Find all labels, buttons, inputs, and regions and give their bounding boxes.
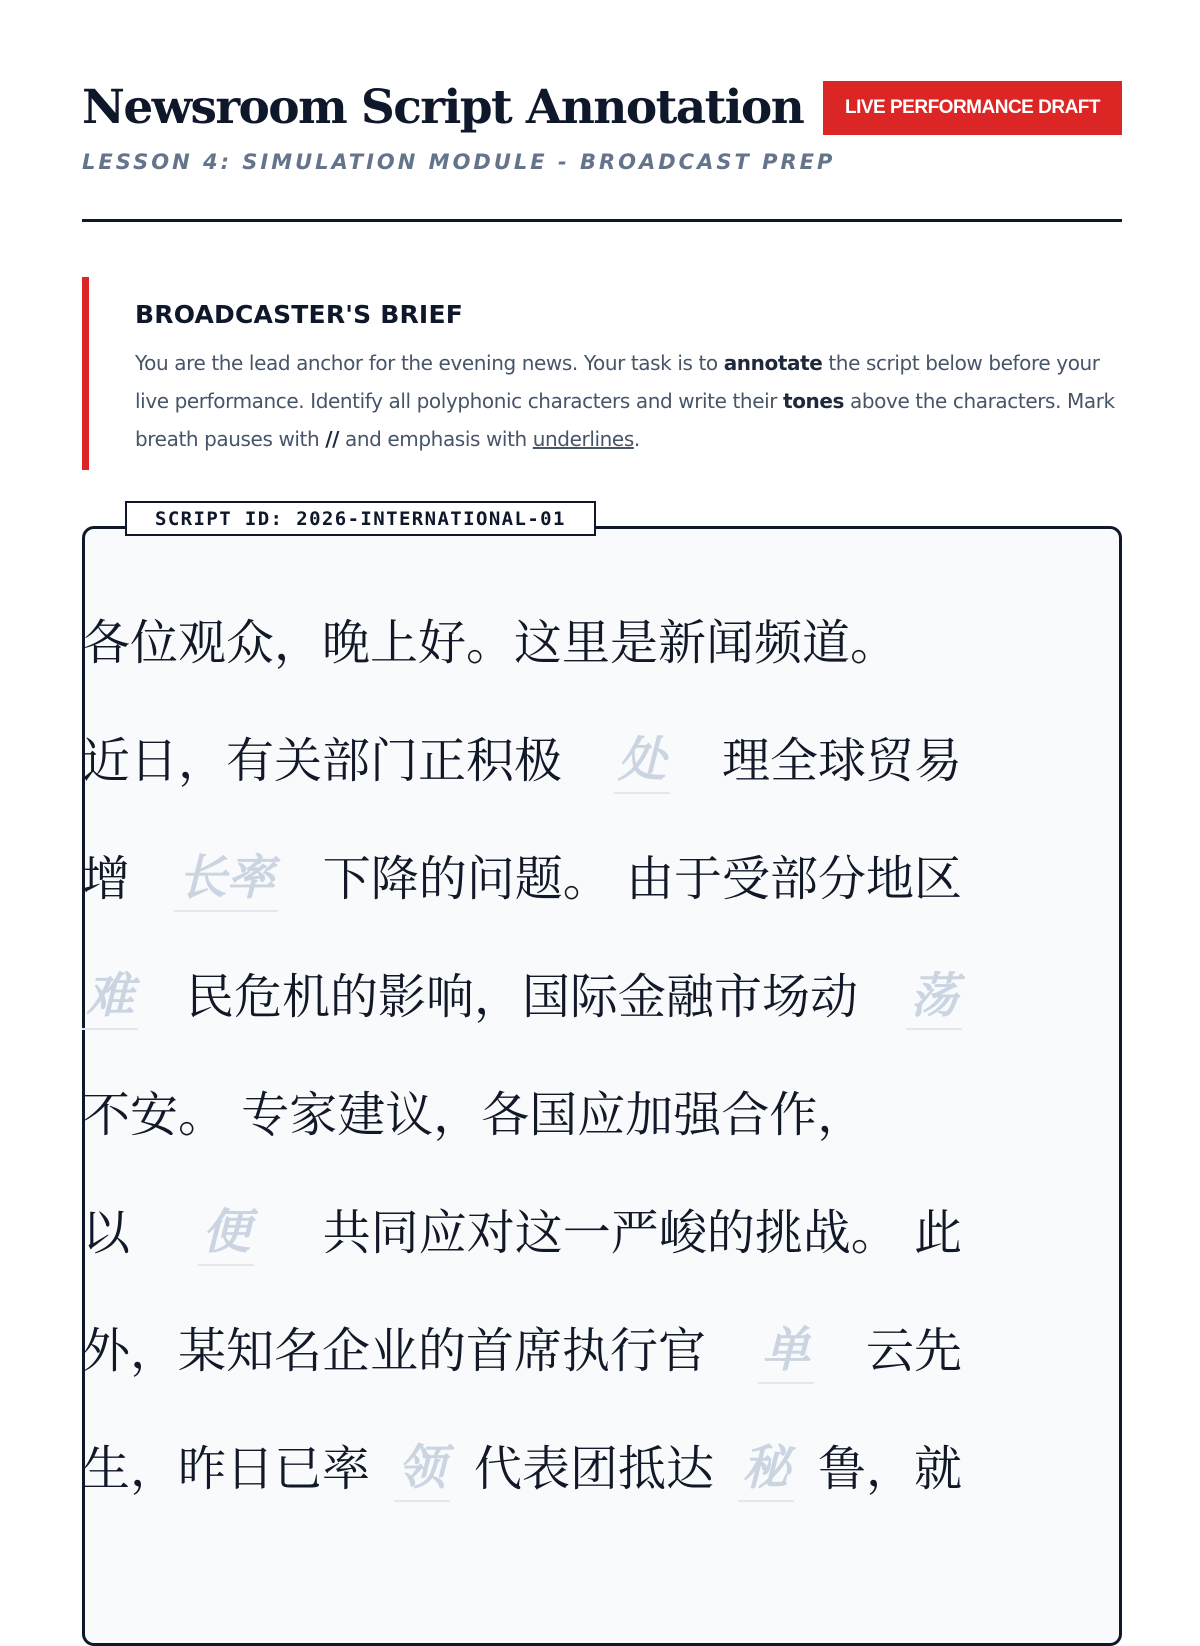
script-text: 下降的问题。 由于受部分地区 xyxy=(322,851,962,907)
brief-emphasis-tones: tones xyxy=(783,389,845,413)
script-line-8 xyxy=(82,1434,962,1504)
script-line-4 xyxy=(82,962,962,1032)
annotation-blank[interactable]: 单 xyxy=(758,1318,814,1384)
brief-panel xyxy=(82,277,1122,470)
script-line-7 xyxy=(82,1316,962,1386)
annotation-blank[interactable]: 处 xyxy=(614,728,670,794)
brief-emphasis-pause-mark: // xyxy=(325,427,340,451)
brief-title: BROADCASTER'S BRIEF xyxy=(135,300,463,329)
brief-text-part: . xyxy=(633,427,640,451)
status-badge: LIVE PERFORMANCE DRAFT xyxy=(823,81,1122,135)
brief-text-part: the script below before your live performance. Identify all polyphonic characters and write their xyxy=(135,351,1100,413)
annotation-blank[interactable]: 难 xyxy=(82,964,138,1030)
script-text: 生，昨日已率 xyxy=(82,1441,371,1497)
script-text: 不安。 专家建议，各国应加强合作， xyxy=(82,1087,866,1143)
page-title: Newsroom Script Annotation xyxy=(82,80,804,135)
script-text: 近日，有关部门正积极 xyxy=(82,733,563,789)
script-id-tab: SCRIPT ID: 2026-INTERNATIONAL-01 xyxy=(125,501,596,536)
brief-text-part: and emphasis with xyxy=(339,427,533,451)
script-text: 以 xyxy=(82,1205,131,1261)
annotation-blank[interactable]: 便 xyxy=(198,1200,254,1266)
script-text: 云先 xyxy=(865,1323,962,1379)
script-text: 民危机的影响，国际金融市场动 xyxy=(185,969,858,1025)
script-line-6 xyxy=(82,1198,962,1268)
header xyxy=(82,0,1122,224)
script-line-5 xyxy=(82,1080,962,1150)
annotation-blank[interactable]: 领 xyxy=(394,1436,450,1502)
script-line-3 xyxy=(82,844,962,914)
script-line-1 xyxy=(82,608,962,678)
script-text: 鲁，就 xyxy=(817,1441,962,1497)
page-subtitle: LESSON 4: SIMULATION MODULE - BROADCAST PREP xyxy=(82,150,836,174)
brief-underline-text: underlines xyxy=(532,427,634,451)
script-text: 共同应对这一严峻的挑战。 此 xyxy=(322,1205,962,1261)
script-text: 代表团抵达 xyxy=(473,1441,714,1497)
script-text: 外，某知名企业的首席执行官 xyxy=(82,1323,707,1379)
script-text: 理全球贸易 xyxy=(721,733,962,789)
header-divider xyxy=(82,219,1122,222)
page xyxy=(82,0,1122,530)
annotation-blank[interactable]: 长率 xyxy=(174,846,278,912)
brief-text-part: above the characters. Mark breath pauses with xyxy=(135,389,1115,451)
annotation-blank[interactable]: 荡 xyxy=(906,964,962,1030)
script-text: 各位观众，晚上好。这里是新闻频道。 xyxy=(82,615,899,671)
brief-text-part: You are the lead anchor for the evening news. Your task is to xyxy=(135,351,724,375)
brief-emphasis-annotate: annotate xyxy=(723,351,823,375)
script-text: 增 xyxy=(82,851,131,907)
brief-text xyxy=(135,344,1135,458)
script-line-2 xyxy=(82,726,962,796)
annotation-blank[interactable]: 秘 xyxy=(738,1436,794,1502)
